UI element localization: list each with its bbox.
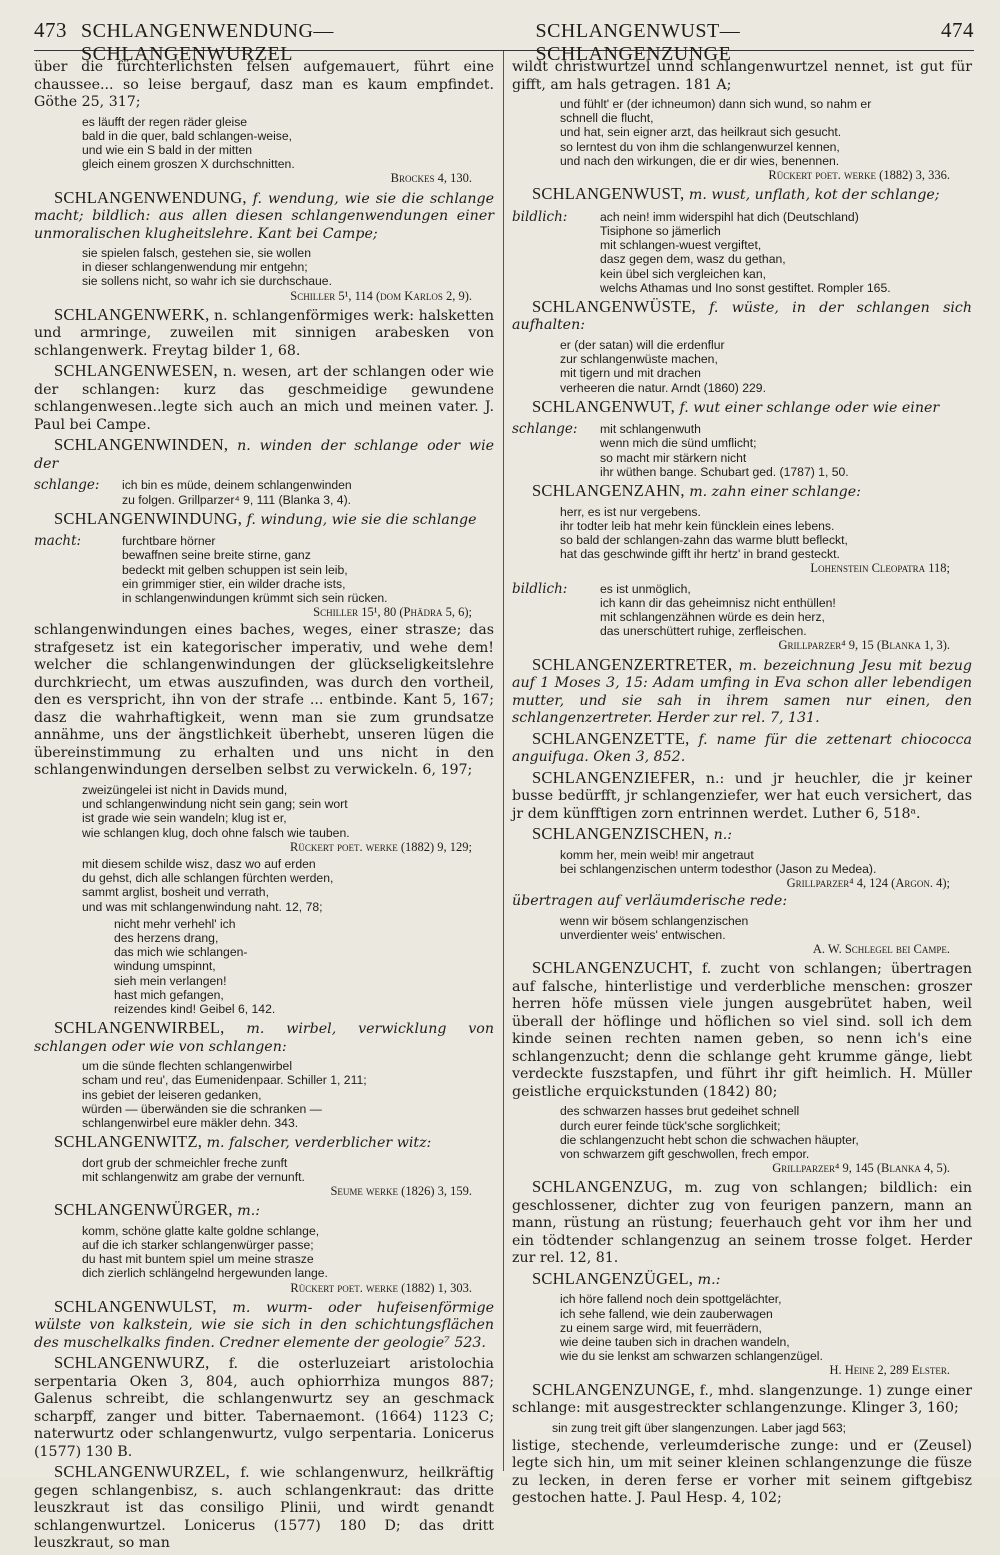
- entry-schlangenwurz: [34, 1354, 494, 1461]
- entry-text: f. name für die zettenart chiococca anguifuga. Oken 3, 852.: [512, 731, 972, 766]
- quotation: [560, 1292, 972, 1377]
- quotation: [560, 97, 972, 182]
- two-column-body: [34, 59, 974, 1555]
- quotation: [560, 914, 972, 957]
- usage-label: bildlich:: [512, 208, 568, 225]
- entry-text: f. wendung, wie sie die schlange macht; bildlich: aus allen diesen schlangenwendungen einer unmoralischen klugheitslehre. Kant bei Campe;: [34, 190, 494, 242]
- entry-schlangenwesen: [34, 362, 494, 434]
- headword: SCHLANGENZUG,: [532, 1177, 673, 1197]
- quote-source: H. Heine 2, 289 Elster.: [829, 1363, 950, 1378]
- body-paragraph: schlangenwindungen eines baches, weges, einer strasze; das strafgesetz ist ein kategorischer imperativ, und wehe dem! welcher die schlangenwindungen der glückseligkeitslehre durchkriecht, um etwas auszufinden, was durch den vortheil, den es verspricht, ihn von der strafe ... entbinde. Kant 5, 167; dasz die wahrhaftigkeit, wenn man sie zum grundsatze annähme, uns der ängstlichkeit überhebt, unseren lügen die übereinstimmung zu erhalten und uns nicht in den schlangenwindungen derselben selbst zu verwickeln. 6, 197;: [34, 622, 494, 779]
- entry-schlangenzischen: [512, 825, 972, 845]
- page-header: [34, 18, 974, 65]
- quote-source: Lohenstein Cleopatra 118;: [810, 561, 950, 576]
- entry-text: m. wurm- oder hufeisenförmige wülste von kalkstein, wie sie sich in den schichtungsflächen des muschelkalks finden. Credner elemente der geologie⁷ 523.: [34, 1299, 495, 1351]
- quotation: [560, 1104, 972, 1175]
- quote-text: komm, schöne glatte kalte goldne schlange, auf die ich starker schlangenwürger passe; du hast mit buntem spiel um meine strasze dich zierlich schlängelnd hergewunden lange.: [82, 1223, 328, 1281]
- quote-source: Rückert poet. werke (1882) 1, 303.: [290, 1280, 472, 1295]
- continuation-paragraph: über die fürchterlichsten felsen aufgemauert, führt eine chaussee... so leise bergauf, dasz man es kaum empfindet. Göthe 25, 317;: [34, 59, 494, 110]
- quote-text: mit diesem schilde wisz, dasz wo auf erden du gehst, dich alle schlangen fürchten werden, sammt arglist, bosheit und verrath, und was mit schlangenwindung naht. 12, 78;: [82, 856, 334, 914]
- quote-text: komm her, mein weib! mir angetraut bei schlangenzischen unterm todesthor (Jason zu Medea).: [560, 847, 877, 876]
- entry-schlangenwut: [512, 398, 972, 418]
- headword: SCHLANGENZISCHEN,: [532, 824, 710, 844]
- quotation: [560, 848, 972, 891]
- quotation: [82, 115, 494, 186]
- quote-source: Rückert poet. werke (1882) 9, 129;: [290, 839, 472, 854]
- labelled-quotation: [512, 579, 972, 656]
- headword: SCHLANGENWURZEL,: [54, 1462, 230, 1482]
- quote-text: es ist unmöglich, ich kann dir das geheimnisz nicht enthüllen! mit schlangenzähnen würde es dein herz, das unerschüttert ruhige, zerfleischen.: [600, 581, 836, 639]
- headword: SCHLANGENWÜRGER,: [54, 1200, 233, 1220]
- entry-schlangenwirbel: [34, 1019, 494, 1056]
- quote-text: furchtbare hörner bewaffnen seine breite stirne, ganz bedeckt mit gelben schuppen ist sein leib, ein grimmiger stier, ein wilder drache ists, in schlangenwindungen krümmt sich sein rücken.: [122, 534, 388, 606]
- entry-text: m. zug von schlangen; bildlich: ein geschlossener, dichter zug von feurigen panzern, mann an mann, rüstung an rüstung; feuerhauch geht vor ihm her und ein tödtender schlangenzug an seinem trosse folget. Herder zur rel. 12, 81.: [512, 1180, 972, 1267]
- entry-schlangenzug: [512, 1178, 972, 1268]
- headword: SCHLANGENWITZ,: [54, 1132, 203, 1152]
- entry-schlangenzette: [512, 730, 972, 767]
- labelled-quotation: [34, 531, 494, 622]
- quotation: [82, 246, 494, 303]
- quotation: [82, 783, 494, 854]
- entry-text: f. wut einer schlange oder wie einer: [679, 399, 940, 416]
- quote-source: Schiller 5¹, 114 (dom Karlos 2, 9).: [290, 288, 472, 303]
- quotation: [82, 1224, 494, 1295]
- entry-schlangenwulst: [34, 1298, 494, 1353]
- quote-text: es läufft der regen räder gleise bald in die quer, bald schlangen-weise, und wie ein S bald in der mitten gleich einem groszen X durchschnitten.: [82, 114, 295, 172]
- entry-text: m.:: [697, 1271, 721, 1288]
- quote-source: Schiller 15¹, 80 (Phädra 5, 6);: [313, 605, 472, 620]
- sense-label: übertragen auf verläumderische rede:: [512, 893, 788, 910]
- quote-text: zweizüngelei ist nicht in Davids mund, und schlangenwindung nicht sein gang; sein wort ist grade wie sein wandeln; klug ist er, wie schlangen klug, doch ohne falsch wie tauben.: [82, 782, 350, 840]
- headword: SCHLANGENZUNGE,: [532, 1379, 695, 1399]
- entry-schlangenzertreter: [512, 656, 972, 728]
- continuation-paragraph: wildt christwurtzel unnd schlangenwurtzel nennet, ist gut für gifft, am hals getragen. 181 A;: [512, 59, 972, 93]
- labelled-quotation: [512, 207, 972, 298]
- quote-text: er (der satan) will die erdenflur zur schlangenwüste machen, mit tigern und mit drachen verheeren die natur. Arndt (1860) 229.: [560, 337, 766, 395]
- entry-schlangenwendung: [34, 189, 494, 244]
- body-paragraph: listige, stechende, verleumderische zunge: und er (Zeusel) legte sich hin, um mit seiner kleinen schlangenzunge die füsze zu lecken, in deren ferse er vorher mit seinem giftgebisz gestochen hatte. J. Paul Hesp. 4, 102;: [512, 1437, 972, 1507]
- entry-text: f. wie schlangenwurz, heilkräftig gegen schlangenbisz, s. auch schlangenkraut: das dritte leuszkraut ist das consiligo Plinii, und wirdt genandt schlangenwurtzel. Lonicerus (1577) 180 D; das dritt leuszkraut, so man: [34, 1465, 494, 1552]
- headword: SCHLANGENWÜSTE,: [532, 296, 696, 316]
- headword: SCHLANGENWERK,: [54, 304, 210, 324]
- entry-schlangenwueste: [512, 298, 972, 335]
- quote-text: wenn wir bösem schlangenzischen unverdienter weis' entwischen.: [560, 913, 749, 942]
- entry-schlangenwerk: [34, 306, 494, 361]
- headword: SCHLANGENWINDEN,: [54, 435, 229, 455]
- usage-label: schlange:: [34, 477, 100, 494]
- quote-text: dort grub der schmeichler freche zunft mit schlangenwitz am grabe der vernunft.: [82, 1155, 305, 1184]
- quote-text: des schwarzen hasses brut gedeihet schnell durch eurer feinde tück'sche sorglichkeit; die schlangenzucht hebt schon die schwachen häupter, von schwarzem gift geschwollen, frech empor.: [560, 1104, 859, 1161]
- entry-text: f. wüste, in der schlangen sich aufhalten:: [512, 299, 972, 334]
- headword: SCHLANGENWINDUNG,: [54, 508, 243, 528]
- quote-text: nicht mehr verhehl' ich des herzens drang, das mich wie schlangen- windung umspinnt, sieh mein verlangen! hast mich gefangen, reizendes kind! Geibel 6, 142.: [114, 916, 276, 1016]
- entry-schlangenzahn: [512, 482, 972, 502]
- quote-text: mit schlangenwuth wenn mich die sünd umflicht; so macht mir stärkern nicht ihr wüthen bange. Schubart ged. (1787) 1, 50.: [600, 422, 849, 479]
- entry-schlangenwitz: [34, 1133, 494, 1153]
- quote-source: A. W. Schlegel bei Campe.: [812, 942, 950, 957]
- headword: SCHLANGENZÜGEL,: [532, 1268, 694, 1288]
- quote-text: um die sünde flechten schlangenwirbel scham und reu', das Eumenidenpaar. Schiller 1, 211; ins gebiet der leiseren gedanken, würden — überwänden sie die schranken — schlangenwirbel eure mäkler dehn. 343.: [82, 1059, 367, 1131]
- entry-text: n. winden der schlange oder wie der: [34, 438, 495, 472]
- quote-text: sin zung treit gift über slangenzungen. Laber jagd 563;: [552, 1420, 847, 1435]
- entry-text: m. falscher, verderblicher witz:: [206, 1135, 432, 1152]
- headword: SCHLANGENZAHN,: [532, 481, 685, 501]
- quote-text: und fühlt' er (der ichneumon) dann sich wund, so nahm er schnell die flucht, und hat, sein eigner arzt, das heilkraut sich gesucht. so lerntest du von ihm die schlangenwurzel kennen, und nach den wirkungen, die er dir wies, benennen.: [560, 97, 872, 168]
- entry-schlangenwinden: [34, 436, 494, 473]
- headword: SCHLANGENZIEFER,: [532, 767, 696, 787]
- entry-schlangenwuerger: [34, 1201, 494, 1221]
- entry-text: m. wirbel, verwicklung von schlangen oder wie von schlangen:: [34, 1021, 494, 1055]
- right-column: [512, 59, 972, 1555]
- right-page-number: 474: [941, 18, 974, 42]
- left-column: [34, 59, 494, 1555]
- quote-text: ach nein! imm widerspihl hat dich (Deutschland) Tisiphone so jämerlich mit schlangen-wuest vergiftet, dasz gegen dem, wasz du gethan, kein übel sich vergleichen kan, welchs Athamas und Ino sonst gestiftet. Rompler 165.: [600, 209, 891, 295]
- column-divider: [503, 51, 504, 1471]
- labelled-quotation: [512, 419, 972, 482]
- headword: SCHLANGENWURZ,: [54, 1353, 210, 1373]
- entry-schlangenzuegel: [512, 1270, 972, 1290]
- headword: SCHLANGENWUST,: [532, 184, 685, 204]
- headword: SCHLANGENZETTE,: [532, 728, 690, 748]
- entry-schlangenwurzel: [34, 1463, 494, 1553]
- quote-source: Rückert poet. werke (1882) 3, 336.: [768, 168, 950, 183]
- entry-text: m. wust, unflath, kot der schlange;: [688, 187, 940, 204]
- entry-text: n.: und jr heuchler, die jr keiner busse bedürfft, jr schlangenziefer, wer hat euch versichert, das jr dem künfftigen zorn entrinnen werdet. Luther 6, 518ᵃ.: [512, 770, 972, 822]
- usage-label: macht:: [34, 533, 82, 550]
- left-page-number: 473: [34, 18, 67, 42]
- entry-schlangenziefer: [512, 769, 972, 824]
- quote-source: Brockes 4, 130.: [390, 171, 472, 186]
- entry-text: n.:: [713, 827, 733, 844]
- quote-source: Grillparzer⁴ 4, 124 (Argon. 4);: [786, 876, 950, 890]
- headword: SCHLANGENZUCHT,: [532, 958, 693, 978]
- entry-text: f., mhd. slangenzunge. 1) zunge einer schlange: mit ausgestreckter schlangenzunge. Klinger 3, 160;: [512, 1382, 972, 1417]
- entry-text: f. windung, wie sie die schlange: [246, 511, 477, 528]
- headword: SCHLANGENZERTRETER,: [532, 654, 733, 674]
- entry-schlangenwust: [512, 185, 972, 205]
- headword: SCHLANGENWESEN,: [54, 361, 218, 381]
- quote-source: Grillparzer⁴ 9, 145 (Blanka 4, 5).: [772, 1161, 950, 1176]
- quote-text: herr, es ist nur vergebens. ihr todter leib hat mehr kein füncklein eines lebens. so bald der schlangen-zahn das warme blutt befleckt, hat das geschwinde gifft ihr hertz' in brand gesteckt.: [560, 504, 848, 562]
- left-running-title: SCHLANGENWENDUNG—SCHLANGENWURZEL: [81, 20, 334, 65]
- quote-source: Grillparzer⁴ 9, 15 (Blanka 1, 3).: [778, 638, 950, 653]
- entry-text: m.:: [237, 1203, 261, 1220]
- quote-source: Seume werke (1826) 3, 159.: [330, 1184, 472, 1199]
- quotation: [122, 534, 494, 619]
- entry-schlangenwindung: [34, 510, 494, 530]
- entry-text: n. wesen, art der schlangen oder wie der schlangen: kurz das geschmeidige gewundene schlangenwesen..legte sich auch an mich und meinen vater. J. Paul bei Campe.: [34, 364, 494, 433]
- quotation: [560, 505, 972, 576]
- headword: SCHLANGENWULST,: [54, 1296, 217, 1316]
- headword: SCHLANGENWENDUNG,: [54, 187, 247, 207]
- labelled-quotation: [34, 475, 494, 509]
- quote-text: ich bin es müde, deinem schlangenwinden zu folgen. Grillparzer⁴ 9, 111 (Blanka 3, 4).: [122, 478, 352, 507]
- entry-text: f. zucht von schlangen; übertragen auf falsche, hinterlistige und verderbliche menschen: groszer herren höfe müssen viele jungen ausgebrütet haben, weil überall der höflinge und höflichen so viel sind. soll ich dem kinde seinen rechten namen geben, so nenn ich's eine schlangenzucht; denn die schlange geht krumme gänge, liebt verdeckte fuszstapfen, und führt ihr gift heimlich. H. Müller geistliche erquickstunden (1842) 80;: [512, 961, 973, 1100]
- entry-text: m. bezeichnung Jesu mit bezug auf 1 Moses 3, 15: Adam umfing in Eva schon aller lebendigen mutter, und sie sah in ihrem samen nur einen, den schlangenzertreter. Herder zur rel. 7, 131.: [512, 657, 972, 727]
- entry-schlangenzucht: [512, 959, 972, 1101]
- usage-label: schlange:: [512, 421, 578, 438]
- quotation: [82, 1156, 494, 1199]
- quote-text: sie spielen falsch, gestehen sie, sie wollen in dieser schlangenwendung mir entgehn; sie sollens nicht, so wahr ich sie durchschaue.: [82, 246, 332, 289]
- headword: SCHLANGENWIRBEL,: [54, 1018, 225, 1038]
- quote-text: ich höre fallend noch dein spottgelächter, ich sehe fallend, wie dein zauberwagen zu einem sarge wird, mit feuerrädern, wie deine tauben sich in drachen wandeln, wie du sie lenkst am schwarzen schlangenzügel.: [560, 1292, 823, 1364]
- usage-label: bildlich:: [512, 580, 568, 597]
- headword: SCHLANGENWUT,: [532, 396, 675, 416]
- entry-text: f. die osterluzeiart aristolochia serpentaria Oken 3, 804, auch ophiorrhiza mungos 887; Galenus schreibt, die schlangenwurtz sey an geschmack scharpff, zanger und bitter. Tabernaemont. (1664) 1123 C; naterwurtz oder schlangenwurtz, vulgo serpentaria. Lonicerus (1577) 130 B.: [34, 1356, 494, 1460]
- entry-text: m. zahn einer schlange:: [689, 484, 861, 501]
- quotation: [600, 582, 972, 653]
- right-running-title: SCHLANGENWUST—SCHLANGENZUNGE: [535, 20, 741, 65]
- entry-schlangenzunge: [512, 1381, 972, 1418]
- entry-text: n. schlangenförmiges werk: halsketten und armringe, zuweilen mit sinnigen arabesken von schlangenwerk. Freytag bilder 1, 68.: [34, 307, 495, 359]
